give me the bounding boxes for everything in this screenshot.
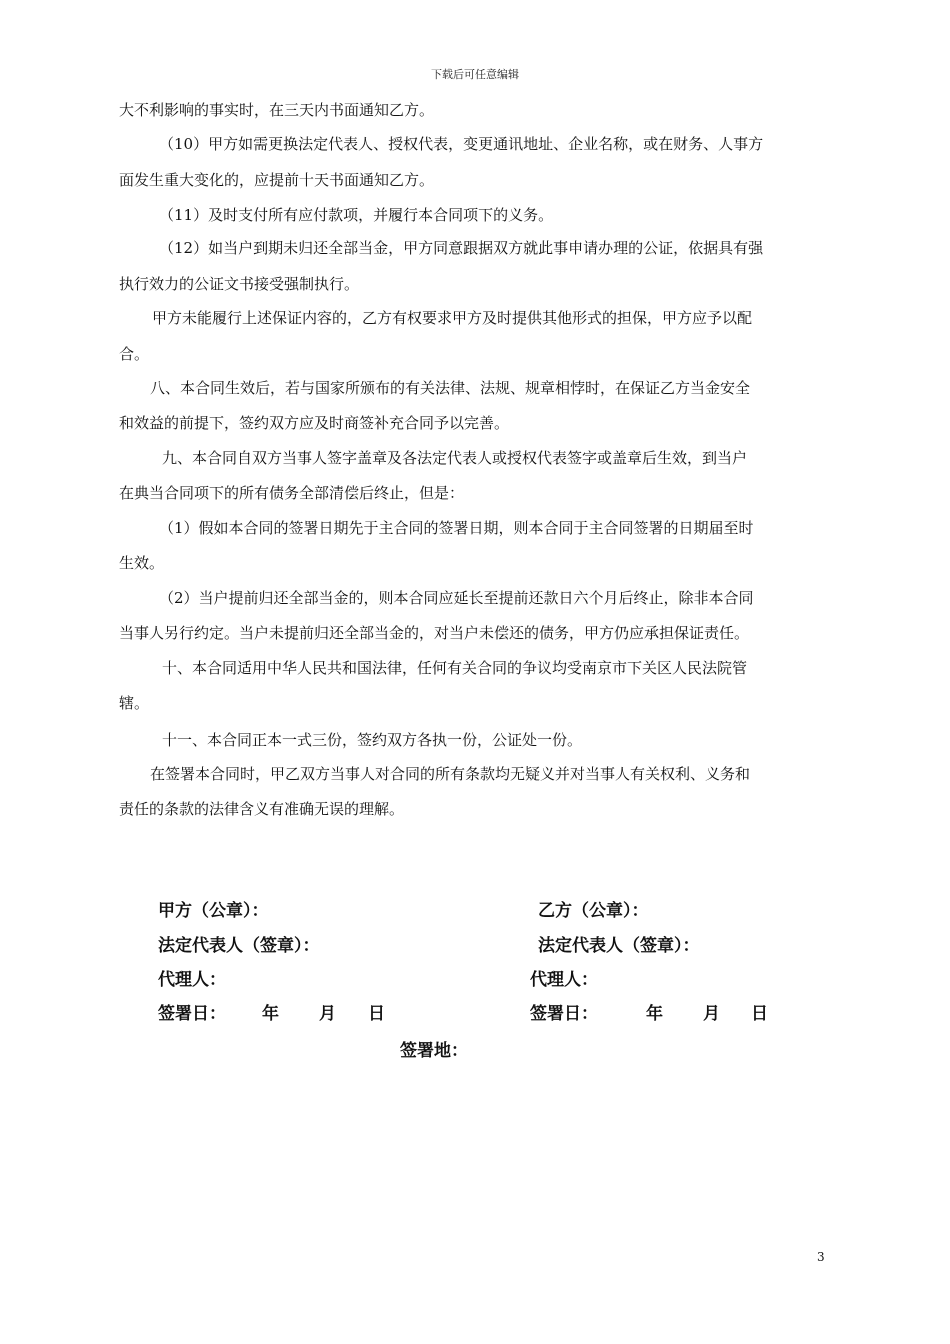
party-b-month-label: 月 (703, 1004, 720, 1024)
body-line: 十、本合同适用中华人民共和国法律，任何有关合同的争议均受南京市下关区人民法院管 (162, 659, 748, 677)
body-line: 责任的条款的法律含义有准确无误的理解。 (119, 800, 405, 818)
party-b-agent-label: 代理人： (530, 970, 598, 990)
party-b-year-label: 年 (646, 1004, 663, 1024)
body-line: 九、本合同自双方当事人签字盖章及各法定代表人或授权代表签字或盖章后生效，到当户 (162, 449, 748, 467)
body-line: （12）如当户到期未归还全部当金，甲方同意跟据双方就此事申请办理的公证，依据具有强 (159, 239, 764, 257)
body-line: 合。 (119, 345, 150, 363)
body-line: 在典当合同项下的所有债务全部清偿后终止，但是： (119, 484, 465, 502)
party-b-legal-rep-label: 法定代表人（签章）： (538, 936, 700, 956)
party-b-seal-label: 乙方（公章）： (538, 901, 649, 921)
page-number: 3 (817, 1250, 825, 1264)
body-line: 十一、本合同正本一式三份，签约双方各执一份，公证处一份。 (162, 731, 583, 749)
body-line: 辖。 (119, 694, 150, 712)
body-line: （11）及时支付所有应付款项，并履行本合同项下的义务。 (159, 206, 554, 224)
party-a-sign-date-label: 签署日： (158, 1004, 226, 1024)
body-line: 甲方未能履行上述保证内容的，乙方有权要求甲方及时提供其他形式的担保，甲方应予以配 (152, 309, 753, 327)
party-a-seal-label: 甲方（公章）： (158, 901, 269, 921)
body-line: （2）当户提前归还全部当金的，则本合同应延长至提前还款日六个月后终止，除非本合同 (159, 589, 754, 607)
party-a-month-label: 月 (319, 1004, 336, 1024)
body-line: 八、本合同生效后，若与国家所颁布的有关法律、法规、规章相悖时，在保证乙方当金安全 (150, 379, 751, 397)
party-a-agent-label: 代理人： (158, 970, 226, 990)
body-line: 和效益的前提下，签约双方应及时商签补充合同予以完善。 (119, 414, 510, 432)
body-line: 大不利影响的事实时，在三天内书面通知乙方。 (119, 101, 435, 119)
body-line: （10）甲方如需更换法定代表人、授权代表，变更通讯地址、企业名称，或在财务、人事方 (159, 135, 764, 153)
body-line: 当事人另行约定。当户未提前归还全部当金的，对当户未偿还的债务，甲方仍应承担保证责任。 (119, 624, 750, 642)
party-a-day-label: 日 (368, 1004, 385, 1024)
body-line: 生效。 (119, 554, 165, 572)
party-b-sign-date-label: 签署日： (530, 1004, 598, 1024)
party-a-year-label: 年 (262, 1004, 279, 1024)
party-b-day-label: 日 (751, 1004, 768, 1024)
body-line: 面发生重大变化的，应提前十天书面通知乙方。 (119, 171, 435, 189)
sign-place-label: 签署地： (400, 1041, 468, 1061)
page-header: 下载后可任意编辑 (431, 68, 519, 81)
body-line: 执行效力的公证文书接受强制执行。 (119, 275, 360, 293)
party-a-legal-rep-label: 法定代表人（签章）： (158, 936, 320, 956)
body-line: 在签署本合同时，甲乙双方当事人对合同的所有条款均无疑义并对当事人有关权利、义务和 (150, 765, 751, 783)
body-line: （1）假如本合同的签署日期先于主合同的签署日期，则本合同于主合同签署的日期届至时 (159, 519, 754, 537)
